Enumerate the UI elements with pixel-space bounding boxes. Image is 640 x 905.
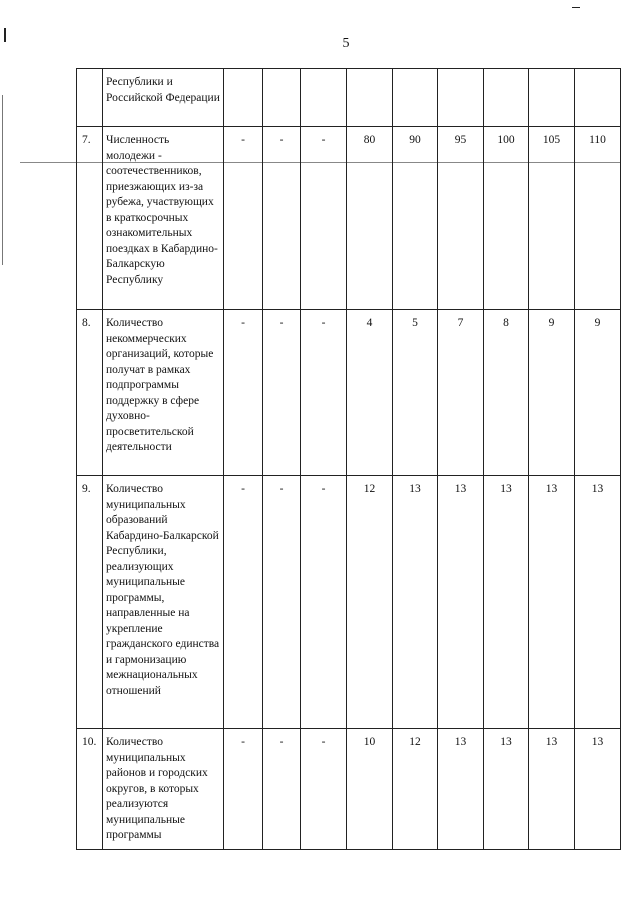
indicator-value: - — [263, 127, 301, 310]
indicator-value: 95 — [438, 127, 484, 310]
indicator-value: 90 — [393, 127, 438, 310]
indicator-value: - — [263, 729, 301, 850]
indicator-value — [438, 69, 484, 127]
indicator-value: 12 — [393, 729, 438, 850]
indicator-value — [529, 69, 575, 127]
indicator-value: 9 — [529, 310, 575, 476]
indicator-name: Количество муниципальных образований Кабардино-Балкарской Республики, реализующих муниципальные программы, направленные на укрепление гражданского единства и гармонизацию межнациональных отношений — [103, 476, 224, 729]
indicator-value: 13 — [484, 729, 529, 850]
indicator-value: - — [263, 476, 301, 729]
indicator-value — [301, 69, 347, 127]
indicator-value — [224, 69, 263, 127]
indicator-name: Численность молодежи - соотечественников, приезжающих из-за рубежа, участвующих в краткосрочных ознакомительных поездках в Кабардино-Балкарскую Республику — [103, 127, 224, 310]
indicator-value: 10 — [347, 729, 393, 850]
table-row — [77, 729, 621, 850]
indicator-value: - — [224, 729, 263, 850]
indicator-value — [347, 69, 393, 127]
indicator-value: - — [301, 310, 347, 476]
page-number: 5 — [342, 36, 350, 51]
scan-artifact — [2, 95, 3, 265]
indicator-value: - — [263, 310, 301, 476]
indicator-name: Количество некоммерческих организаций, которые получат в рамках подпрограммы поддержку в сфере духовно-просветительской деятельности — [103, 310, 224, 476]
table-row — [77, 310, 621, 476]
indicator-value: 13 — [529, 729, 575, 850]
table-row — [77, 69, 621, 127]
indicator-value: 9 — [575, 310, 621, 476]
indicator-value: 105 — [529, 127, 575, 310]
indicator-value: 13 — [393, 476, 438, 729]
row-number: 7. — [77, 127, 103, 310]
indicator-value: 13 — [438, 476, 484, 729]
indicators-table — [76, 68, 620, 850]
indicator-value: 13 — [438, 729, 484, 850]
indicator-value: 100 — [484, 127, 529, 310]
indicator-value: 13 — [575, 476, 621, 729]
indicator-value: 4 — [347, 310, 393, 476]
indicator-value: - — [301, 476, 347, 729]
indicator-name: Количество муниципальных районов и городских округов, в которых реализуются муниципальные программы — [103, 729, 224, 850]
indicator-value: 80 — [347, 127, 393, 310]
indicator-value: 7 — [438, 310, 484, 476]
table-row — [77, 476, 621, 729]
indicator-value: 110 — [575, 127, 621, 310]
row-number: 8. — [77, 310, 103, 476]
indicator-value: 12 — [347, 476, 393, 729]
indicator-value — [263, 69, 301, 127]
indicator-value — [484, 69, 529, 127]
row-number — [77, 69, 103, 127]
indicator-value: - — [224, 310, 263, 476]
indicator-value: 8 — [484, 310, 529, 476]
indicator-value: 13 — [484, 476, 529, 729]
indicator-value — [575, 69, 621, 127]
indicator-name: Республики и Российской Федерации — [103, 69, 224, 127]
indicator-value: 13 — [529, 476, 575, 729]
indicator-value: 5 — [393, 310, 438, 476]
scan-artifact — [572, 7, 580, 8]
indicator-value: - — [301, 127, 347, 310]
indicator-value: - — [301, 729, 347, 850]
indicator-value — [393, 69, 438, 127]
indicator-value: 13 — [575, 729, 621, 850]
table-row — [77, 127, 621, 310]
row-number: 9. — [77, 476, 103, 729]
indicator-value: - — [224, 476, 263, 729]
row-number: 10. — [77, 729, 103, 850]
indicator-value: - — [224, 127, 263, 310]
